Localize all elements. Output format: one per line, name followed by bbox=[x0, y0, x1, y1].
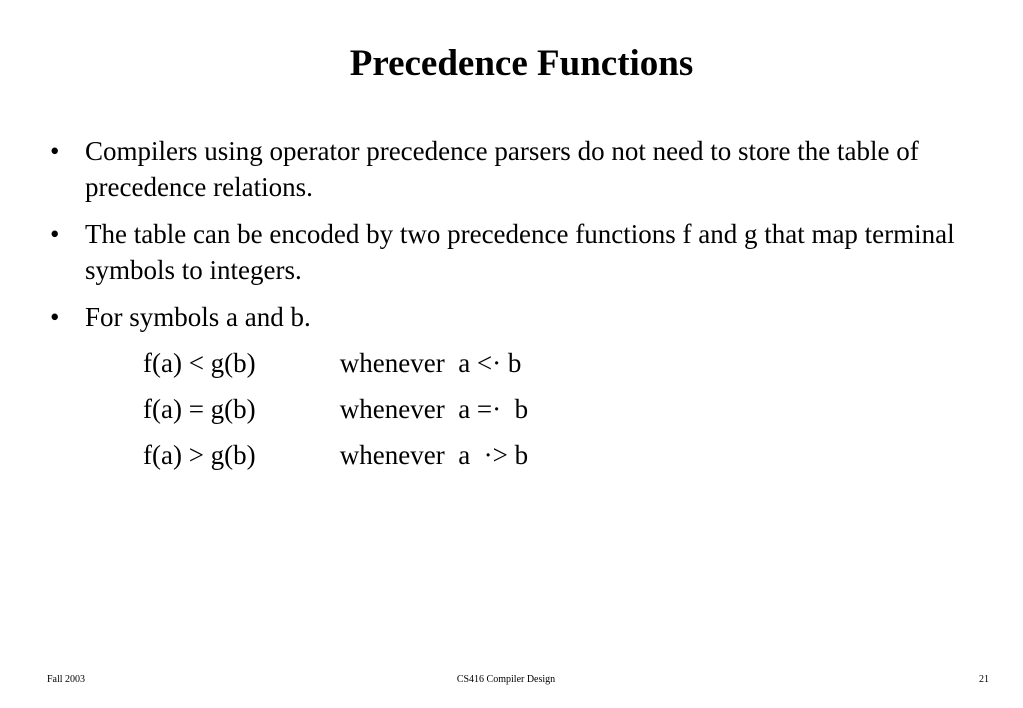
relation-row bbox=[143, 345, 528, 381]
bullet-marker: • bbox=[50, 136, 60, 166]
relation-condition: whenever a <· b bbox=[339, 348, 522, 378]
bullet-marker: • bbox=[50, 219, 60, 249]
footer-course: CS416 Compiler Design bbox=[456, 674, 556, 685]
slide-title: Precedence Functions bbox=[349, 43, 694, 84]
bullet-text: For symbols a and b. bbox=[85, 302, 311, 332]
relation-condition: whenever a =· b bbox=[339, 394, 529, 424]
relation-condition: whenever a ·> b bbox=[339, 440, 529, 470]
relation-function-comparison: f(a) < g(b) bbox=[143, 348, 256, 378]
relation-function-comparison: f(a) > g(b) bbox=[143, 440, 256, 470]
relation-function-comparison: f(a) = g(b) bbox=[143, 394, 256, 424]
relation-row bbox=[143, 437, 528, 473]
relation-row bbox=[143, 391, 528, 427]
bullet-list bbox=[46, 133, 996, 346]
bullet-text: Compilers using operator precedence parsers do not need to store the table of precedence relations. bbox=[85, 136, 919, 202]
bullet-text: The table can be encoded by two precedence functions f and g that map terminal symbols to integers. bbox=[85, 219, 955, 285]
bullet-item bbox=[46, 299, 996, 335]
bullet-item bbox=[46, 216, 996, 288]
relation-list bbox=[143, 345, 528, 483]
bullet-item bbox=[46, 133, 996, 205]
footer-page-number: 21 bbox=[979, 674, 989, 685]
bullet-marker: • bbox=[50, 302, 60, 332]
footer-date: Fall 2003 bbox=[47, 674, 86, 685]
